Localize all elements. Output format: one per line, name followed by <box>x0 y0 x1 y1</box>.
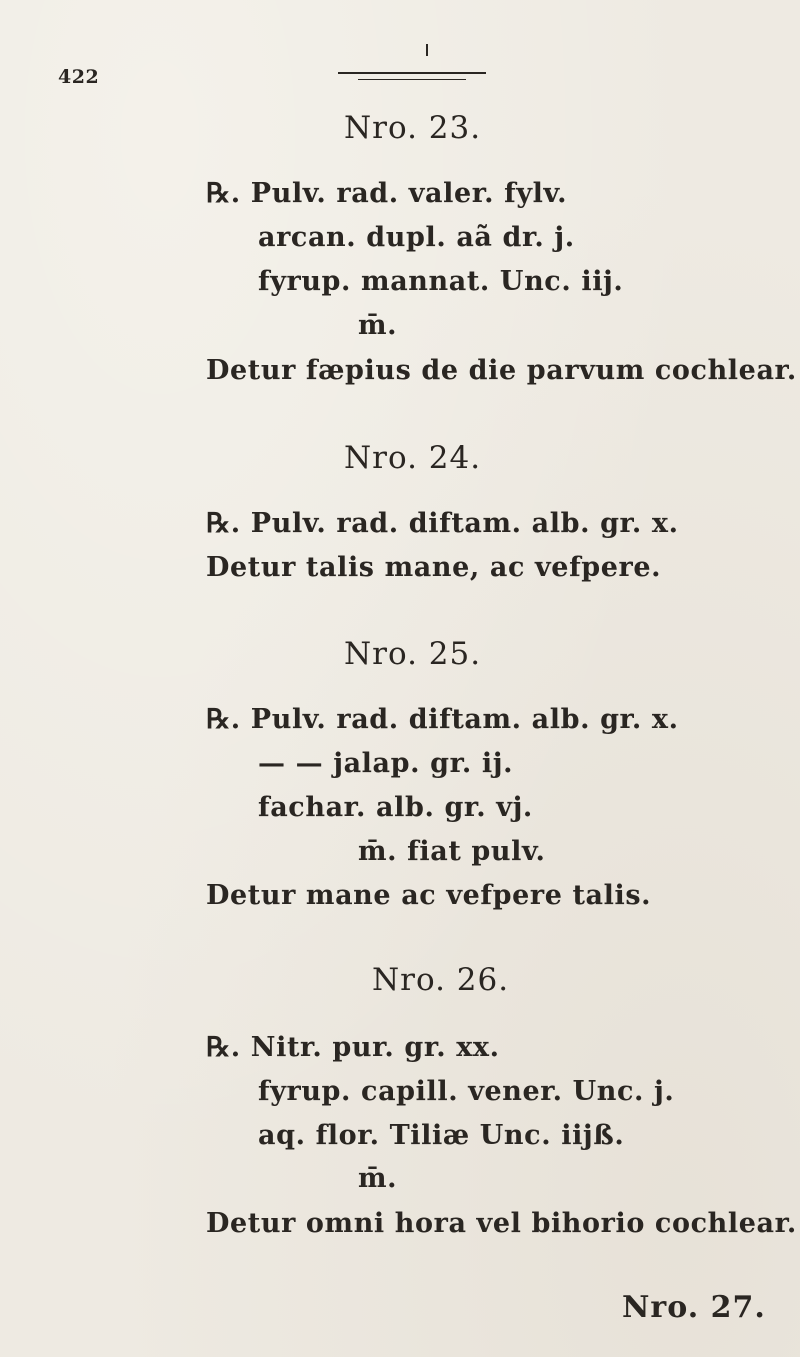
prescription-line: m̄. <box>358 310 398 341</box>
prescription-line: ℞. Pulv. rad. diftam. alb. gr. x. <box>206 508 679 539</box>
prescription-line: arcan. dupl. aã dr. j. <box>258 222 575 253</box>
prescription-line: fyrup. mannat. Unc. iij. <box>258 266 624 297</box>
prescription-line: Detur mane ac vefpere talis. <box>206 880 652 911</box>
prescription-line: ℞. Nitr. pur. gr. xx. <box>206 1032 500 1063</box>
prescription-line: — — jalap. gr. ij. <box>258 748 514 779</box>
prescription-line: Detur omni hora vel bihorio cochlear. <box>206 1208 797 1239</box>
prescription-line: ℞. Pulv. rad. valer. fylv. <box>206 178 568 209</box>
prescription-line: fyrup. capill. vener. Unc. j. <box>258 1076 675 1107</box>
prescription-line: ℞. Pulv. rad. diftam. alb. gr. x. <box>206 704 679 735</box>
catchword: Nro. 27. <box>622 1290 766 1325</box>
ornament-line <box>358 79 466 80</box>
ornament-tick <box>426 44 428 56</box>
section-heading: Nro. 25. <box>344 636 482 672</box>
section-heading: Nro. 26. <box>372 962 510 998</box>
section-heading: Nro. 24. <box>344 440 482 476</box>
section-heading: Nro. 23. <box>344 110 482 146</box>
prescription-line: Detur fæpius de die parvum cochlear. <box>206 355 797 386</box>
prescription-line: fachar. alb. gr. vj. <box>258 792 533 823</box>
prescription-line: m̄. <box>358 1163 398 1194</box>
header-ornament-rule <box>338 72 486 86</box>
ornament-line <box>338 72 486 74</box>
page-number: 422 <box>58 66 100 88</box>
prescription-line: aq. flor. Tiliæ Unc. iijß. <box>258 1120 625 1151</box>
prescription-line: m̄. fiat pulv. <box>358 836 546 867</box>
prescription-line: Detur talis mane, ac vefpere. <box>206 552 662 583</box>
